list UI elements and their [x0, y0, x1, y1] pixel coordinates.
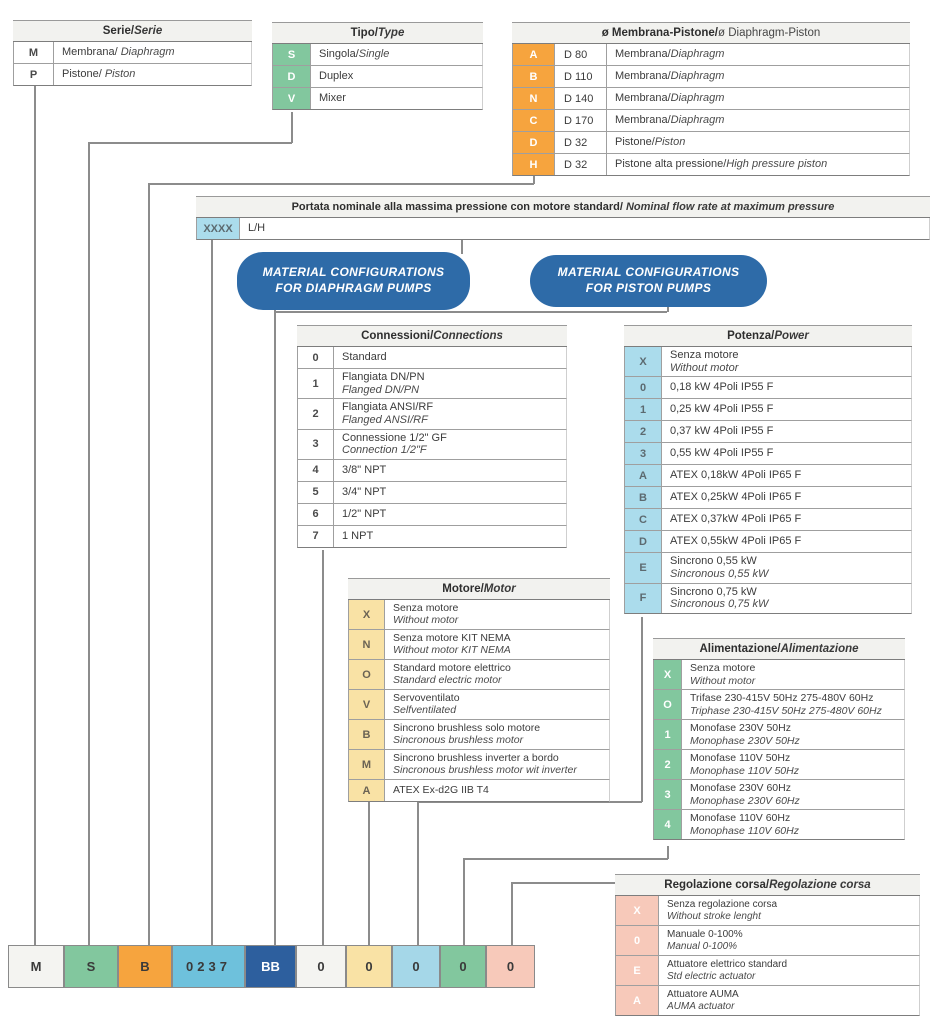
desc-cell: Standard: [342, 351, 387, 364]
desc-cell: Connessione 1/2" GF Connection 1/2"F: [342, 431, 447, 457]
desc-cell: Flangiata ANSI/RF Flanged ANSI/RF: [342, 401, 434, 426]
code-cell: M: [349, 750, 385, 779]
table-tipo: [272, 22, 483, 110]
size-cell: D 80: [555, 44, 607, 65]
row-motore-B: [348, 720, 610, 750]
code-cell-materials: BB: [245, 945, 296, 988]
code-cell: F: [625, 584, 662, 613]
desc-cell: Attuatore elettrico standard Std electric actuator: [667, 959, 788, 982]
desc-cell: Manuale 0-100% Manual 0-100%: [667, 929, 743, 952]
size-cell: D 32: [555, 154, 607, 175]
row-regolazione-0: [615, 926, 920, 956]
row-alimentazione-4: [653, 810, 905, 840]
code-cell: 0: [616, 926, 659, 955]
row-motore-A: [348, 780, 610, 802]
code-cell: O: [654, 690, 682, 719]
row-alimentazione-O: [653, 690, 905, 720]
connector-line: [463, 858, 465, 947]
table-stroke-adjustment: [615, 874, 920, 1016]
code-cell: 3: [625, 443, 662, 464]
row-potenza-A: [624, 465, 912, 487]
row-serie-M: [13, 42, 252, 64]
desc-cell: Mixer: [319, 92, 346, 105]
row-motore-N: [348, 630, 610, 660]
row-motore-V: [348, 690, 610, 720]
code-cell: E: [625, 553, 662, 582]
desc-cell: Pistone alta pressione/High pressure piston: [615, 158, 828, 171]
code-cell: 1: [298, 369, 334, 398]
code-cell-stroke: 0: [486, 945, 535, 988]
row-membrana-H: [512, 154, 910, 176]
code-cell: N: [513, 88, 555, 109]
table-supply: [653, 638, 905, 840]
code-cell-flow-rate: 0237: [172, 945, 245, 988]
table-flow-rate: [196, 196, 930, 240]
desc-cell: 3/4" NPT: [342, 486, 387, 499]
code-cell: 2: [298, 399, 334, 428]
desc-cell: 0,25 kW 4Poli IP55 F: [670, 403, 774, 416]
connector-line: [88, 142, 292, 144]
code-cell: N: [349, 630, 385, 659]
desc-cell: Senza motore Without motor: [690, 662, 756, 687]
code-cell-diameter: B: [118, 945, 172, 988]
code-cell: 2: [654, 750, 682, 779]
row-tipo-S: [272, 44, 483, 66]
row-portata-XXXX: [196, 218, 930, 240]
code-cell: A: [625, 465, 662, 486]
desc-cell: Duplex: [319, 70, 354, 83]
code-cell: O: [349, 660, 385, 689]
code-cell: 0: [298, 347, 334, 368]
row-potenza-C: [624, 509, 912, 531]
row-alimentazione-3: [653, 780, 905, 810]
row-potenza-0: [624, 377, 912, 399]
code-cell: C: [625, 509, 662, 530]
table-diaphragm-piston: [512, 22, 910, 176]
desc-cell: Membrana/Diaphragm: [615, 114, 725, 127]
code-cell: H: [513, 154, 555, 175]
connector-line: [368, 779, 370, 947]
regolazione-title: Regolazione corsa/Regolazione corsa: [615, 874, 920, 896]
desc-cell: 1/2" NPT: [342, 508, 387, 521]
connessioni-title: Connessioni/Connections: [297, 325, 567, 347]
connector-line: [148, 183, 150, 947]
size-cell: D 170: [555, 110, 607, 131]
connector-line: [463, 858, 668, 860]
row-membrana-N: [512, 88, 910, 110]
code-cell-type: S: [64, 945, 118, 988]
row-connessioni-6: [297, 504, 567, 526]
desc-cell: Monofase 230V 60Hz Monophase 230V 60Hz: [690, 782, 800, 807]
code-cell-connections: 0: [296, 945, 346, 988]
row-potenza-E: [624, 553, 912, 583]
code-cell: 3: [654, 780, 682, 809]
row-connessioni-4: [297, 460, 567, 482]
row-alimentazione-2: [653, 750, 905, 780]
desc-cell: Senza motore KIT NEMA Without motor KIT NEMA: [393, 631, 511, 656]
connector-line: [211, 240, 213, 947]
motore-title: Motore/Motor: [348, 578, 610, 600]
connector-line: [274, 311, 667, 313]
code-cell: V: [349, 690, 385, 719]
code-cell: A: [349, 780, 385, 801]
desc-cell: Servoventilato Selfventilated: [393, 691, 460, 716]
code-cell: XXXX: [197, 218, 240, 239]
code-cell: X: [654, 660, 682, 689]
membrana-title: ø Membrana-Pistone/ø Diaphragm-Piston: [512, 22, 910, 44]
desc-cell: 0,18 kW 4Poli IP55 F: [670, 381, 774, 394]
desc-cell: Senza regolazione corsa Without stroke lenght: [667, 899, 778, 922]
connector-line: [461, 240, 463, 254]
table-power: [624, 325, 912, 614]
code-cell-power: 0: [392, 945, 440, 988]
size-cell: D 140: [555, 88, 607, 109]
code-cell: B: [349, 720, 385, 749]
code-cell: X: [625, 347, 662, 376]
row-motore-O: [348, 660, 610, 690]
code-cell-serie: M: [8, 945, 64, 988]
code-cell: D: [273, 66, 311, 87]
connector-line: [34, 86, 36, 947]
row-regolazione-A: [615, 986, 920, 1016]
desc-cell: 1 NPT: [342, 530, 374, 543]
tipo-title: Tipo/Type: [272, 22, 483, 44]
row-potenza-1: [624, 399, 912, 421]
code-cell: M: [14, 42, 54, 63]
code-cell: 1: [625, 399, 662, 420]
connector-line: [88, 142, 90, 947]
desc-cell: Membrana/Diaphragm: [615, 92, 725, 105]
row-regolazione-E: [615, 956, 920, 986]
alimentazione-title: Alimentazione/Alimentazione: [653, 638, 905, 660]
connector-line: [148, 183, 534, 185]
desc-cell: Pistone/Piston: [615, 136, 686, 149]
connector-line: [511, 882, 616, 884]
code-cell: V: [273, 88, 311, 109]
desc-cell: Sincrono 0,75 kW Sincronous 0,75 kW: [670, 585, 769, 611]
desc-cell: ATEX 0,18kW 4Poli IP65 F: [670, 469, 802, 482]
table-serie: [13, 20, 252, 86]
row-potenza-2: [624, 421, 912, 443]
code-cell: 2: [625, 421, 662, 442]
row-tipo-V: [272, 88, 483, 110]
code-cell: A: [616, 986, 659, 1015]
row-connessioni-5: [297, 482, 567, 504]
material-box-diaphragm: MATERIAL CONFIGURATIONS FOR DIAPHRAGM PUMPS: [237, 252, 470, 310]
code-cell: B: [625, 487, 662, 508]
row-potenza-B: [624, 487, 912, 509]
desc-cell: Sincrono brushless solo motore Sincronous brushless motor: [393, 721, 541, 746]
row-connessioni-3: [297, 430, 567, 460]
row-connessioni-2: [297, 399, 567, 429]
code-cell-supply: 0: [440, 945, 486, 988]
code-cell: C: [513, 110, 555, 131]
desc-cell: Membrana/Diaphragm: [615, 70, 725, 83]
desc-cell: Trifase 230-415V 50Hz 275-480V 60Hz Triphase 230-415V 50Hz 275-480V 60Hz: [690, 692, 882, 717]
desc-cell: Pistone/ Piston: [62, 68, 136, 81]
desc-cell: 0,55 kW 4Poli IP55 F: [670, 447, 774, 460]
desc-cell: Membrana/ Diaphragm: [62, 46, 175, 59]
code-cell: 3: [298, 430, 334, 459]
serie-title: Serie/Serie: [13, 20, 252, 42]
code-cell-motor: 0: [346, 945, 392, 988]
code-cell: D: [625, 531, 662, 552]
table-motor: [348, 578, 610, 802]
code-cell: E: [616, 956, 659, 985]
row-membrana-B: [512, 66, 910, 88]
code-cell: S: [273, 44, 311, 65]
desc-cell: 3/8" NPT: [342, 464, 387, 477]
row-connessioni-7: [297, 526, 567, 548]
row-membrana-D: [512, 132, 910, 154]
desc-cell: Monofase 230V 50Hz Monophase 230V 50Hz: [690, 722, 800, 747]
code-cell: A: [513, 44, 555, 65]
desc-cell: Singola/Single: [319, 48, 390, 61]
connector-line: [641, 617, 643, 802]
row-serie-P: [13, 64, 252, 86]
connector-line: [511, 882, 513, 947]
size-cell: D 110: [555, 66, 607, 87]
desc-cell: ATEX 0,25kW 4Poli IP65 F: [670, 491, 802, 504]
code-cell: 5: [298, 482, 334, 503]
code-cell: D: [513, 132, 555, 153]
desc-cell: ATEX Ex-d2G IIB T4: [393, 783, 489, 796]
desc-cell: Standard motore elettrico Standard electric motor: [393, 661, 511, 686]
desc-cell: Monofase 110V 50Hz Monophase 110V 50Hz: [690, 752, 799, 777]
code-cell: 6: [298, 504, 334, 525]
code-cell: 7: [298, 526, 334, 547]
code-cell: 4: [654, 810, 682, 839]
code-cell: X: [349, 600, 385, 629]
material-box-piston: MATERIAL CONFIGURATIONS FOR PISTON PUMPS: [530, 255, 767, 307]
desc-cell: ATEX 0,55kW 4Poli IP65 F: [670, 535, 802, 548]
desc-cell: Membrana/Diaphragm: [615, 48, 725, 61]
desc-cell: Flangiata DN/PN Flanged DN/PN: [342, 371, 425, 396]
desc-cell: Attuatore AUMA AUMA actuator: [667, 989, 739, 1012]
code-cell: P: [14, 64, 54, 85]
connector-line: [291, 112, 293, 143]
connector-line: [274, 306, 276, 947]
table-connections: [297, 325, 567, 548]
code-cell: 0: [625, 377, 662, 398]
row-alimentazione-X: [653, 660, 905, 690]
row-membrana-C: [512, 110, 910, 132]
row-motore-M: [348, 750, 610, 780]
connector-line: [322, 550, 324, 947]
size-cell: D 32: [555, 132, 607, 153]
row-potenza-F: [624, 584, 912, 614]
row-membrana-A: [512, 44, 910, 66]
row-connessioni-1: [297, 369, 567, 399]
desc-cell: Monofase 110V 60Hz Monophase 110V 60Hz: [690, 812, 799, 837]
desc-cell: L/H: [248, 222, 266, 235]
connector-line: [417, 801, 419, 947]
row-potenza-X: [624, 347, 912, 377]
row-potenza-D: [624, 531, 912, 553]
portata-title: Portata nominale alla massima pressione con motore standard/ Nominal flow rate at maximum pressure: [196, 196, 930, 218]
code-cell: 4: [298, 460, 334, 481]
code-cell: B: [513, 66, 555, 87]
row-alimentazione-1: [653, 720, 905, 750]
row-connessioni-0: [297, 347, 567, 369]
desc-cell: ATEX 0,37kW 4Poli IP65 F: [670, 513, 802, 526]
desc-cell: Senza motore Without motor: [670, 349, 739, 374]
row-motore-X: [348, 600, 610, 630]
row-regolazione-X: [615, 896, 920, 926]
desc-cell: Senza motore Without motor: [393, 601, 459, 626]
desc-cell: Sincrono 0,55 kW Sincronous 0,55 kW: [670, 555, 769, 580]
desc-cell: Sincrono brushless inverter a bordo Sincronous brushless motor wit inverter: [393, 751, 577, 776]
row-tipo-D: [272, 66, 483, 88]
code-cell: X: [616, 896, 659, 925]
potenza-title: Potenza/Power: [624, 325, 912, 347]
desc-cell: 0,37 kW 4Poli IP55 F: [670, 425, 774, 438]
row-potenza-3: [624, 443, 912, 465]
code-cell: 1: [654, 720, 682, 749]
